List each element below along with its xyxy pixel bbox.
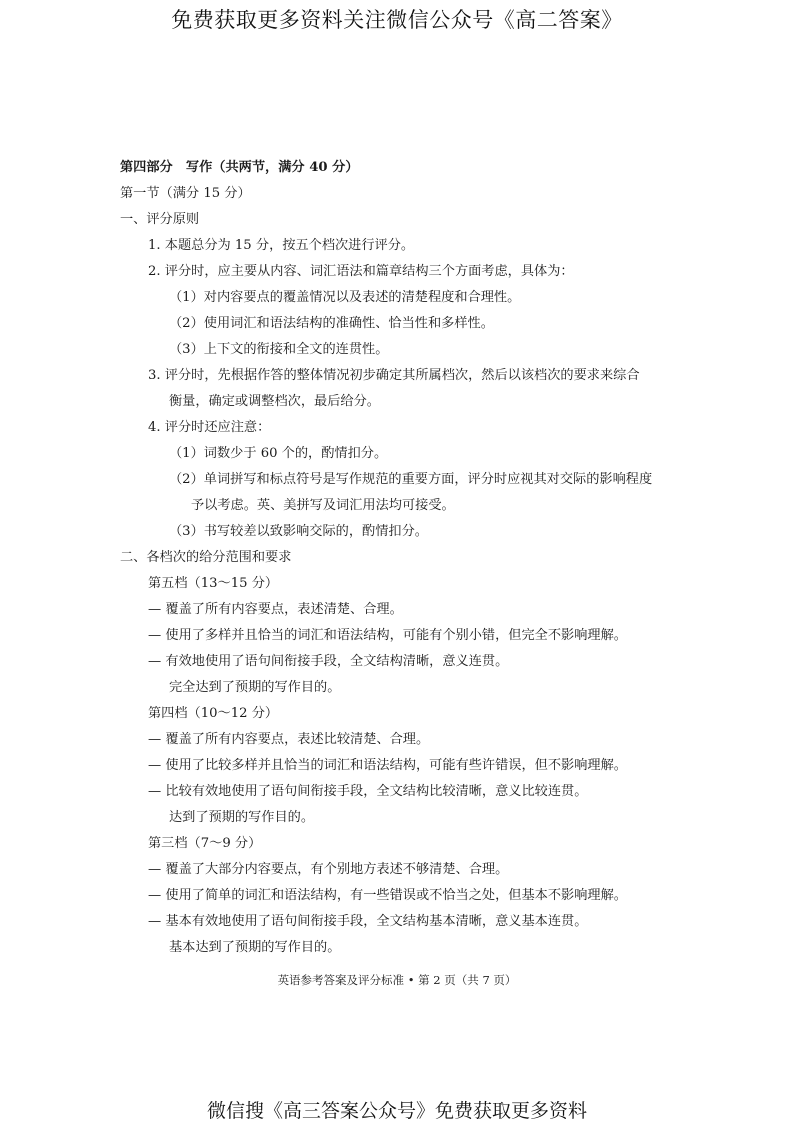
level-summary: 达到了预期的写作目的。 <box>169 810 315 825</box>
level-criterion: — 覆盖了所有内容要点，表述清楚、合理。 <box>148 602 403 617</box>
watermark-banner-top: 免费获取更多资料关注微信公众号《高二答案》 <box>171 8 623 32</box>
level-criterion: — 有效地使用了语句间衔接手段，全文结构清晰，意义连贯。 <box>148 654 509 669</box>
levels-heading: 二、各档次的给分范围和要求 <box>120 550 292 565</box>
scoring-document <box>120 155 690 961</box>
principle-item: 2. 评分时，应主要从内容、词汇语法和篇章结构三个方面考虑，具体为： <box>148 264 574 279</box>
level-title: 第三档（7～9 分） <box>148 836 262 851</box>
principle-item: 3. 评分时，先根据作答的整体情况初步确定其所属档次，然后以该档次的要求来综合 <box>148 368 640 383</box>
principle-subitem-continued: 予以考虑。英、美拼写及词汇用法均可接受。 <box>191 498 455 513</box>
principles-heading: 一、评分原则 <box>120 212 200 227</box>
level-criterion: — 使用了比较多样并且恰当的词汇和语法结构，可能有些许错误，但不影响理解。 <box>148 758 627 773</box>
level-criterion: — 使用了简单的词汇和语法结构，有一些错误或不恰当之处，但基本不影响理解。 <box>148 888 627 903</box>
principle-item: 4. 评分时还应注意： <box>148 420 271 435</box>
level-criterion: — 比较有效地使用了语句间衔接手段，全文结构比较清晰，意义比较连贯。 <box>148 784 588 799</box>
level-criterion: — 基本有效地使用了语句间衔接手段，全文结构基本清晰，意义基本连贯。 <box>148 914 588 929</box>
level-summary: 完全达到了预期的写作目的。 <box>169 680 341 695</box>
level-criterion: — 使用了多样并且恰当的词汇和语法结构，可能有个别小错，但完全不影响理解。 <box>148 628 627 643</box>
principle-subitem: （2）单词拼写和标点符号是写作规范的重要方面，评分时应视其对交际的影响程度 <box>169 472 653 487</box>
principle-item-continued: 衡量，确定或调整档次，最后给分。 <box>169 394 380 409</box>
principle-subitem: （3）上下文的衔接和全文的连贯性。 <box>169 342 389 357</box>
watermark-banner-bottom: 微信搜《高三答案公众号》免费获取更多资料 <box>206 1100 587 1122</box>
level-criterion: — 覆盖了大部分内容要点，有个别地方表述不够清楚、合理。 <box>148 862 509 877</box>
principle-subitem: （1）词数少于 60 个的，酌情扣分。 <box>169 446 388 461</box>
level-summary: 基本达到了预期的写作目的。 <box>169 940 341 955</box>
principle-subitem: （3）书写较差以致影响交际的，酌情扣分。 <box>169 524 428 539</box>
part-title: 第四部分 写作（共两节，满分 40 分） <box>120 160 359 175</box>
level-title: 第四档（10～12 分） <box>148 706 279 721</box>
principle-subitem: （2）使用词汇和语法结构的准确性、恰当性和多样性。 <box>169 316 494 331</box>
section-title: 第一节（满分 15 分） <box>120 186 251 201</box>
principle-item: 1. 本题总分为 15 分，按五个档次进行评分。 <box>148 238 415 253</box>
level-criterion: — 覆盖了所有内容要点，表述比较清楚、合理。 <box>148 732 430 747</box>
principle-subitem: （1）对内容要点的覆盖情况以及表述的清楚程度和合理性。 <box>169 290 521 305</box>
page-footer: 英语参考答案及评分标准 • 第 2 页（共 7 页） <box>277 973 517 987</box>
level-title: 第五档（13～15 分） <box>148 576 279 591</box>
